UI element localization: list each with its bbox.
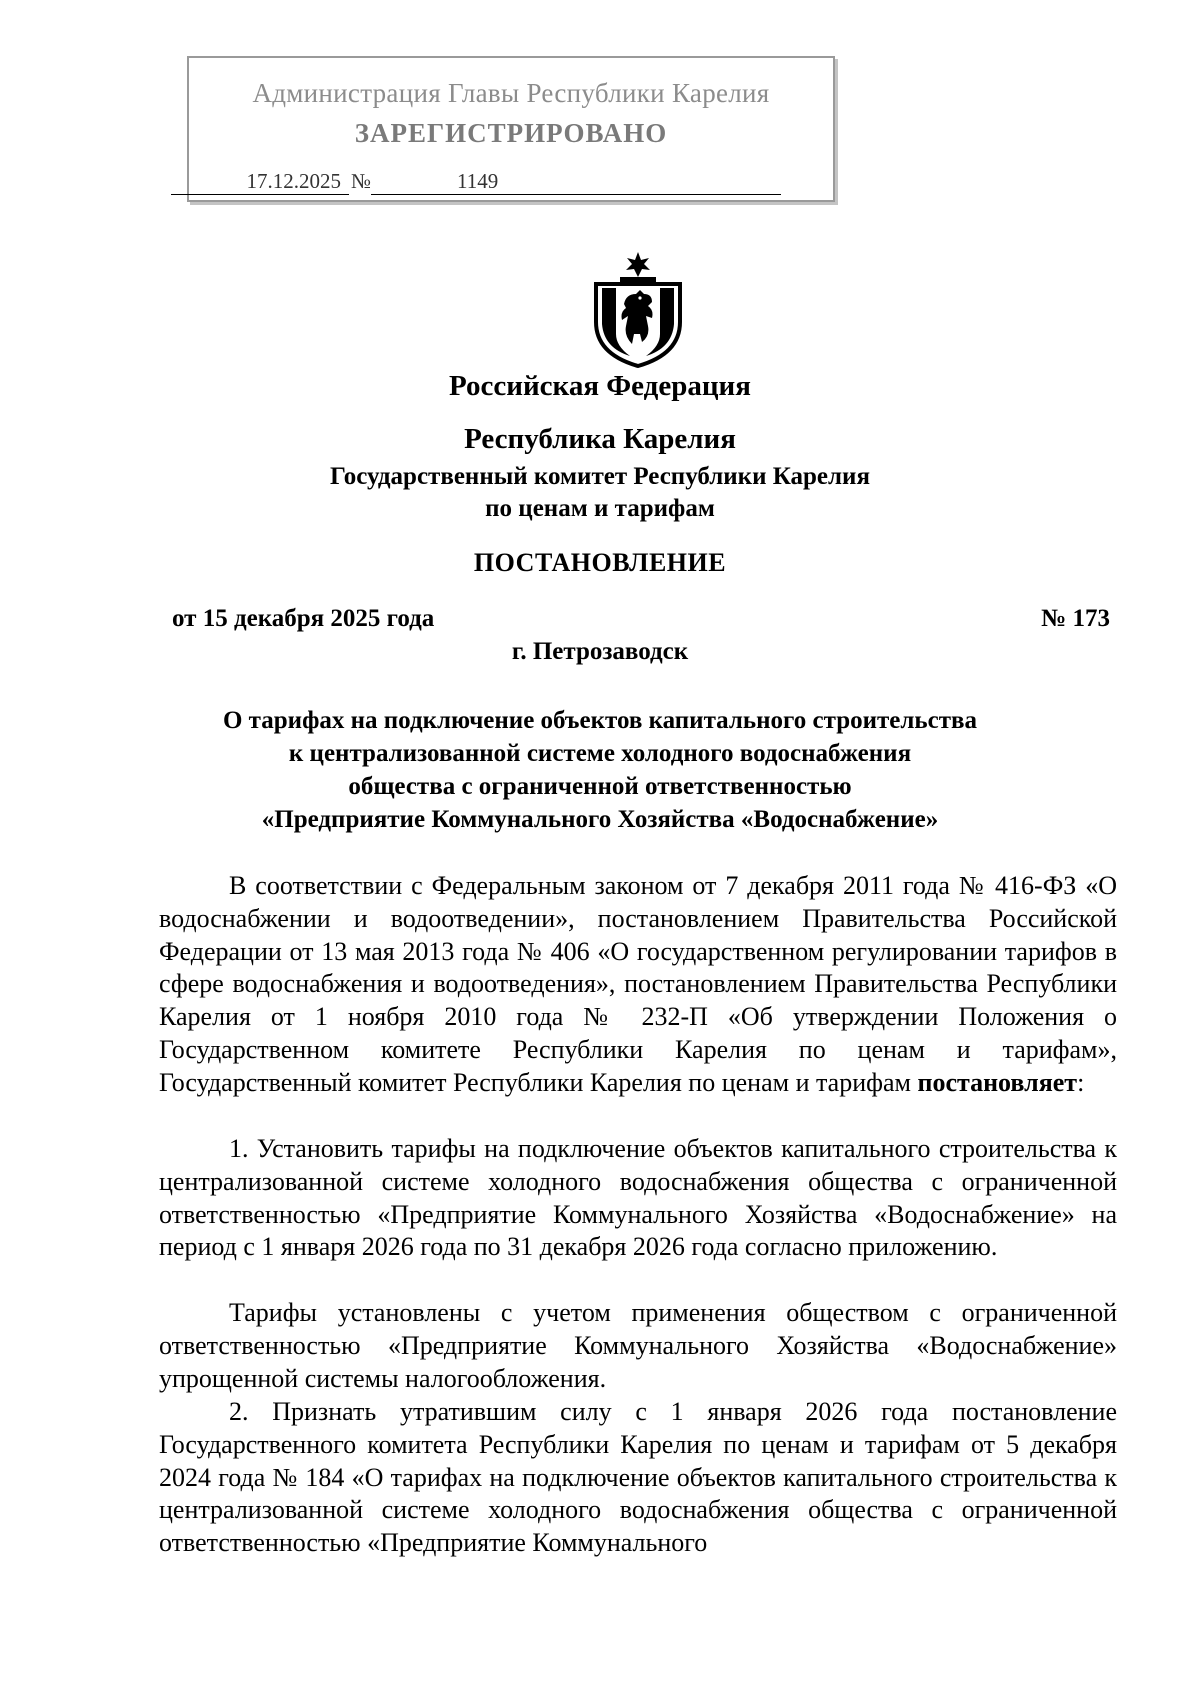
subject-line-3: общества с ограниченной ответственностью xyxy=(348,773,852,800)
document-subject xyxy=(0,704,1200,836)
preamble-paragraph xyxy=(159,870,1117,1100)
committee-line-2: по ценам и тарифам xyxy=(485,495,715,522)
header-country: Российская Федерация xyxy=(449,370,751,402)
document-type: ПОСТАНОВЛЕНИЕ xyxy=(473,548,727,577)
item-1-text: 1. Установить тарифы на подключение объектов капитального строительства к централизованной системе холодного водоснабжения общества с ограниченной ответственностью «Предприятие Коммунального Хозяйства «Водоснабжение» на период с 1 января 2026 года по 31 декабря 2026 года согласно приложению. xyxy=(159,1134,1117,1262)
item-1-note-text: Тарифы установлены с учетом применения обществом с ограниченной ответственностью «Предприятие Коммунального Хозяйства «Водоснабжение» упрощенной системы налогообложения. xyxy=(159,1298,1117,1393)
header-republic: Республика Карелия xyxy=(464,423,736,455)
preamble-colon: : xyxy=(1077,1067,1085,1097)
subject-line-4: «Предприятие Коммунального Хозяйства «Водоснабжение» xyxy=(261,806,939,833)
document-date: от 15 декабря 2025 года xyxy=(172,605,435,632)
karelia-coat-of-arms-icon xyxy=(590,250,686,368)
item-2-paragraph xyxy=(159,1396,1117,1560)
stamp-number-underline xyxy=(371,194,781,195)
stamp-registration-row xyxy=(171,169,811,199)
document-number: № 173 xyxy=(1041,605,1110,632)
item-1-paragraph xyxy=(159,1133,1117,1264)
stamp-number-sign: № xyxy=(351,169,372,193)
stamp-number: 1149 xyxy=(457,169,499,193)
subject-line-1: О тарифах на подключение объектов капитального строительства xyxy=(222,707,978,734)
item-1-note-paragraph xyxy=(159,1297,1117,1395)
header-committee xyxy=(0,461,1200,525)
stamp-title: Администрация Главы Республики Карелия xyxy=(252,78,770,108)
stamp-status: ЗАРЕГИСТРИРОВАНО xyxy=(354,118,668,148)
item-2-text: 2. Признать утратившим силу с 1 января 2026 года постановление Государственного комитета Республики Карелия по ценам и тарифам от 5 декабря 2024 года № 184 «О тарифах на подключение объектов капитального строительства к централизованной системе холодного водоснабжения общества с ограниченной ответственностью «Предприятие Коммунального xyxy=(159,1397,1117,1558)
document-city: г. Петрозаводск xyxy=(511,638,689,665)
stamp-date: 17.12.2025 xyxy=(246,169,341,193)
subject-line-2: к централизованной системе холодного водоснабжения xyxy=(288,740,912,767)
registration-stamp xyxy=(187,56,835,202)
committee-line-1: Государственный комитет Республики Карелия xyxy=(330,463,870,490)
preamble-text: В соответствии с Федеральным законом от 7 декабря 2011 года № 416-ФЗ «О водоснабжении и водоотведении», постановлением Правительства Российской Федерации от 13 мая 2013 года № 406 «О государственном регулировании тарифов в сфере водоснабжения и водоотведения», постановлением Правительства Республики Карелия от 1 ноября 2010 года № 232-П «Об утверждении Положения о Государственном комитете Республики Карелия по ценам и тарифам», Государственный комитет Республики Карелия по ценам и тарифам xyxy=(159,871,1117,1097)
stamp-date-underline xyxy=(171,194,349,195)
preamble-resolves: постановляет xyxy=(917,1067,1078,1097)
